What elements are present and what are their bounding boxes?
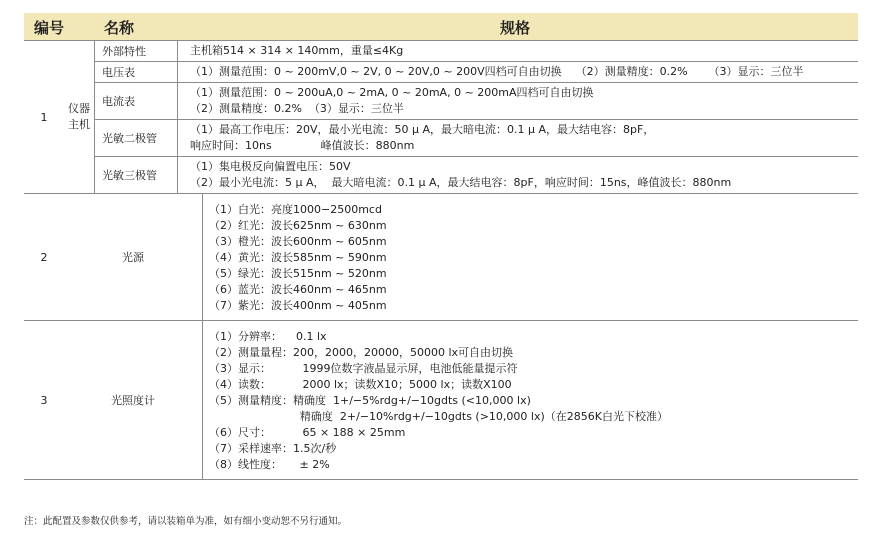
- spec-line: （7）紫光：波长400nm ~ 405nm: [209, 299, 387, 312]
- instrument-subs: [94, 41, 858, 193]
- spec-line: （2）测量量程：200，2000，20000，50000 lx可自由切换: [209, 346, 514, 359]
- header-spec: 规格: [500, 19, 531, 37]
- spec-line: （5）绿光：波长515nm ~ 520nm: [209, 267, 387, 280]
- spec-line: 主机箱514 × 314 × 140mm，重量≤4Kg: [190, 44, 404, 57]
- spec-line: （6）蓝光：波长460nm ~ 465nm: [209, 283, 387, 296]
- instrument-sub-spec: [178, 41, 858, 61]
- spec-line: （1）分辨率： 0.1 lx: [209, 330, 327, 343]
- spec-line: （2）红光：波长625nm ~ 630nm: [209, 219, 387, 232]
- instrument-sub-name: 电压表: [94, 62, 178, 82]
- lux-meter-group: [24, 321, 858, 480]
- instrument-sub-spec: [178, 62, 858, 82]
- instrument-num: 1: [40, 110, 48, 124]
- spec-table: [24, 13, 858, 480]
- spec-line: 精确度 2+/−10%rdg+/−10gdts (>10,000 lx)（在2856K白光下校准）: [209, 410, 668, 423]
- light-source-num: 2: [40, 250, 48, 264]
- light-source-name: 光源: [122, 251, 144, 264]
- instrument-sub-row: [94, 157, 858, 193]
- instrument-sub-name: 电流表: [94, 83, 178, 119]
- instrument-sub-name: 外部特性: [94, 41, 178, 61]
- instrument-sub-row: [94, 120, 858, 157]
- spec-line: （1）测量范围：0 ~ 200mV,0 ~ 2V, 0 ~ 20V,0 ~ 200V四档可自由切换 （2）测量精度：0.2% （3）显示：三位半: [190, 65, 804, 78]
- spec-line: 响应时间：10ns 峰值波长：880nm: [190, 139, 415, 152]
- spec-line: （1）白光：亮度1000−2500mcd: [209, 203, 382, 216]
- lux-meter-name: 光照度计: [111, 394, 155, 407]
- instrument-sub-row: [94, 83, 858, 120]
- instrument-sub-spec: [178, 157, 858, 193]
- spec-line: （7）采样速率：1.5次/秒: [209, 442, 337, 455]
- spec-line: （6）尺寸： 65 × 188 × 25mm: [209, 426, 406, 439]
- lux-meter-spec: [202, 321, 858, 479]
- spec-line: （1）最高工作电压：20V，最小光电流：50 μ A，最大暗电流：0.1 μ A，最大结电容：8pF，: [190, 123, 655, 136]
- spec-line: （3）橙光：波长600nm ~ 605nm: [209, 235, 387, 248]
- spec-line: （4）黄光：波长585nm ~ 590nm: [209, 251, 387, 264]
- light-source-group: [24, 194, 858, 321]
- header-name: 名称: [104, 19, 135, 37]
- instrument-label: [64, 41, 95, 193]
- instrument-sub-name: 光敏三极管: [94, 157, 178, 193]
- instrument-sub-name: 光敏二极管: [94, 120, 178, 156]
- spec-line: （3）显示： 1999位数字液晶显示屏，电池低能量提示符: [209, 362, 518, 375]
- instrument-group: [24, 41, 858, 194]
- light-source-spec: [202, 194, 858, 320]
- footnote: 注：此配置及参数仅供参考，请以装箱单为准，如有细小变动恕不另行通知。: [24, 516, 348, 527]
- spec-line: （4）读数： 2000 lx；读数X10；5000 lx；读数X100: [209, 378, 512, 391]
- instrument-sub-row: [94, 62, 858, 83]
- lux-meter-num: 3: [40, 393, 48, 407]
- header-num: 编号: [34, 19, 65, 37]
- instrument-sub-row: [94, 41, 858, 62]
- spec-line: （8）线性度： ± 2%: [209, 458, 330, 471]
- spec-line: （1）测量范围：0 ~ 200uA,0 ~ 2mA, 0 ~ 20mA, 0 ~ 200mA四档可自由切换: [190, 86, 594, 99]
- spec-line: （2）最小光电流：5 μ A， 最大暗电流：0.1 μ A，最大结电容：8pF，响应时间：15ns，峰值波长：880nm: [190, 176, 732, 189]
- instrument-label-line1: 仪器: [68, 102, 90, 115]
- table-header: [24, 13, 858, 41]
- instrument-label-line2: 主机: [68, 118, 90, 131]
- spec-line: （2）测量精度：0.2% （3）显示：三位半: [190, 102, 404, 115]
- spec-line: （5）测量精度：精确度 1+/−5%rdg+/−10gdts (<10,000 lx): [209, 394, 531, 407]
- instrument-sub-spec: [178, 120, 858, 156]
- spec-line: （1）集电极反向偏置电压：50V: [190, 160, 351, 173]
- instrument-sub-spec: [178, 83, 858, 119]
